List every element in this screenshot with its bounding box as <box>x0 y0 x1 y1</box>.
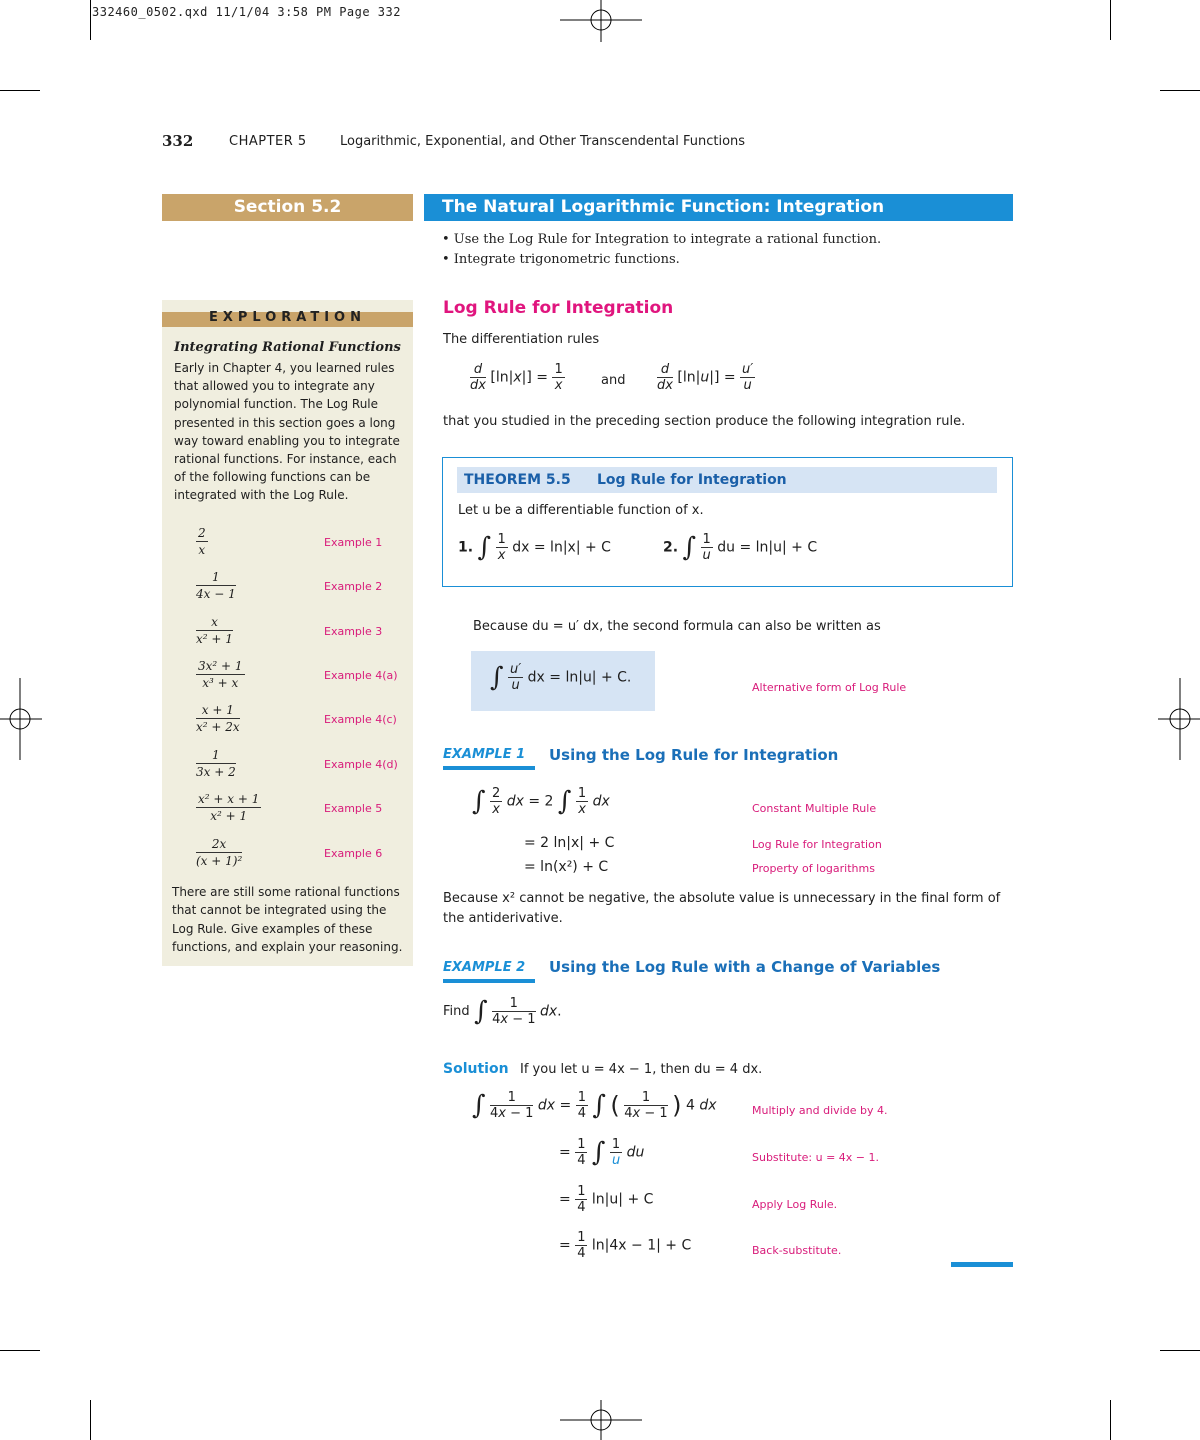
chapter-label: CHAPTER 5 <box>229 134 307 149</box>
step-note: Log Rule for Integration <box>752 838 882 851</box>
crop-mark <box>1110 1400 1111 1440</box>
example2-problem: Find ∫ $\frac{1}{4x - 1}$ dx. <box>443 996 562 1027</box>
theorem-formula-2: 2. ∫ $\frac{1}{u}$ du = ln|u| + C <box>663 532 818 563</box>
example-underline <box>443 766 535 770</box>
example-reference: Example 3 <box>324 625 383 638</box>
and-text: and <box>601 373 626 388</box>
crop-mark <box>1160 1350 1200 1351</box>
registration-mark-bottom <box>560 1400 642 1440</box>
example-title: Using the Log Rule with a Change of Variables <box>549 958 941 976</box>
example-reference: Example 4(d) <box>324 758 398 771</box>
alt-formula: ∫ $\frac{u'}{u}$ dx = ln|u| + C. <box>490 662 632 693</box>
crop-mark <box>0 1350 40 1351</box>
exploration-heading: EXPLORATION <box>208 310 366 325</box>
crop-mark <box>90 0 91 40</box>
step-note: Constant Multiple Rule <box>752 802 877 815</box>
registration-mark-top <box>560 0 642 42</box>
section-title: The Natural Logarithmic Function: Integration <box>424 194 1013 221</box>
example2-step-1: ∫ $\frac{1}{4x - 1}$ dx = $\frac{1}{4}$ ∫ ( $\frac{1}{4x - 1}$ ) 4 dx <box>472 1090 717 1121</box>
exploration-function: $\frac{\text{3x² + 1}}{\text{x³ + x}}$ <box>198 659 243 690</box>
step-note: Apply Log Rule. <box>752 1198 838 1211</box>
exploration-text: Early in Chapter 4, you learned rules that allowed you to integrate any polynomial function. The Log Rule presented in this section goes a long way toward enabling you to integrate rational functions. For instance, each of the following functions can be integrated with the Log Rule. <box>174 361 400 503</box>
page-number: 332 <box>162 132 194 150</box>
example-reference: Example 5 <box>324 802 383 815</box>
example-label: EXAMPLE 1 <box>443 747 526 762</box>
example1-step-3: = ln(x²) + C <box>524 859 609 875</box>
exploration-function: $\frac{1}{4x - 1}$ <box>196 570 236 601</box>
example1-step-2: = 2 ln|x| + C <box>524 835 615 851</box>
solution-label: Solution <box>443 1061 509 1077</box>
example-end-bar <box>951 1262 1013 1267</box>
after-text: that you studied in the preceding section produce the following integration rule. <box>443 414 966 429</box>
crop-mark <box>1110 0 1111 40</box>
exploration-subheading: Integrating Rational Functions <box>174 340 401 355</box>
example2-step-3: = $\frac{1}{4}$ ln|u| + C <box>559 1184 654 1215</box>
solution-text: If you let u = 4x − 1, then du = 4 dx. <box>520 1062 763 1077</box>
alt-note: Alternative form of Log Rule <box>752 681 907 694</box>
objective-item: • Integrate trigonometric functions. <box>442 252 680 267</box>
theorem-statement: Let u be a differentiable function of x. <box>458 503 704 518</box>
example-reference: Example 6 <box>324 847 383 860</box>
theorem-title: Log Rule for Integration <box>597 472 787 488</box>
derivative-rule-2: $\frac{d}{dx}$ [ln|u|] = $\frac{u'}{u}$ <box>657 362 754 393</box>
exploration-function: $\frac{x + 1}{\text{x² + 2x}}$ <box>196 703 240 734</box>
example-label: EXAMPLE 2 <box>443 960 526 975</box>
theorem-label: THEOREM 5.5 <box>464 472 571 488</box>
exploration-function: $\frac{2}{x}$ <box>198 526 206 557</box>
exploration-function: $\frac{\text{x² + x + 1}}{\text{x² + 1}}$ <box>198 792 260 823</box>
example-reference: Example 2 <box>324 580 383 593</box>
example-title: Using the Log Rule for Integration <box>549 746 839 764</box>
step-note: Back-substitute. <box>752 1244 842 1257</box>
example-reference: Example 1 <box>324 536 383 549</box>
theorem-formula-1: 1. ∫ $\frac{1}{x}$ dx = ln|x| + C <box>458 532 611 563</box>
example-reference: Example 4(a) <box>324 669 398 682</box>
objective-item: • Use the Log Rule for Integration to integrate a rational function. <box>442 232 882 247</box>
example2-step-2: = $\frac{1}{4}$ ∫ $\frac{1}{u}$ du <box>559 1137 645 1168</box>
step-note: Multiply and divide by 4. <box>752 1104 888 1117</box>
exploration-function: $\frac{2x}{\text{(x + 1)²}}$ <box>196 837 243 868</box>
derivative-rule-1: $\frac{d}{dx}$ [ln|x|] = $\frac{1}{x}$ <box>470 362 563 393</box>
exploration-footer: There are still some rational functions that cannot be integrated using the Log Rule. Give examples of these functions, and explain your reasoning. <box>172 885 403 954</box>
crop-mark <box>1160 90 1200 91</box>
example-underline <box>443 979 535 983</box>
example-reference: Example 4(c) <box>324 713 397 726</box>
step-note: Substitute: u = 4x − 1. <box>752 1151 879 1164</box>
chapter-title: Logarithmic, Exponential, and Other Transcendental Functions <box>340 134 746 149</box>
example1-conclusion: Because x² cannot be negative, the absolute value is unnecessary in the final form of the antiderivative. <box>443 891 1001 926</box>
alt-text: Because du = u′ dx, the second formula can also be written as <box>473 619 881 634</box>
example1-step-1: ∫ $\frac{2}{x}$ dx = 2 ∫ $\frac{1}{x}$ dx <box>472 786 610 817</box>
print-slug: 332460_0502.qxd 11/1/04 3:58 PM Page 332 <box>92 5 401 19</box>
registration-mark-left <box>0 678 42 760</box>
crop-mark <box>90 1400 91 1440</box>
step-note: Property of logarithms <box>752 862 875 875</box>
intro-text: The differentiation rules <box>443 332 600 347</box>
section-label: Section 5.2 <box>162 194 413 221</box>
subsection-heading: Log Rule for Integration <box>443 298 674 318</box>
example2-step-4: = $\frac{1}{4}$ ln|4x − 1| + C <box>559 1230 692 1261</box>
crop-mark <box>0 90 40 91</box>
registration-mark-right <box>1158 678 1200 760</box>
exploration-function: $\frac{1}{3x + 2}$ <box>196 748 236 779</box>
exploration-function: $\frac{x}{\text{x² + 1}}$ <box>196 615 233 646</box>
